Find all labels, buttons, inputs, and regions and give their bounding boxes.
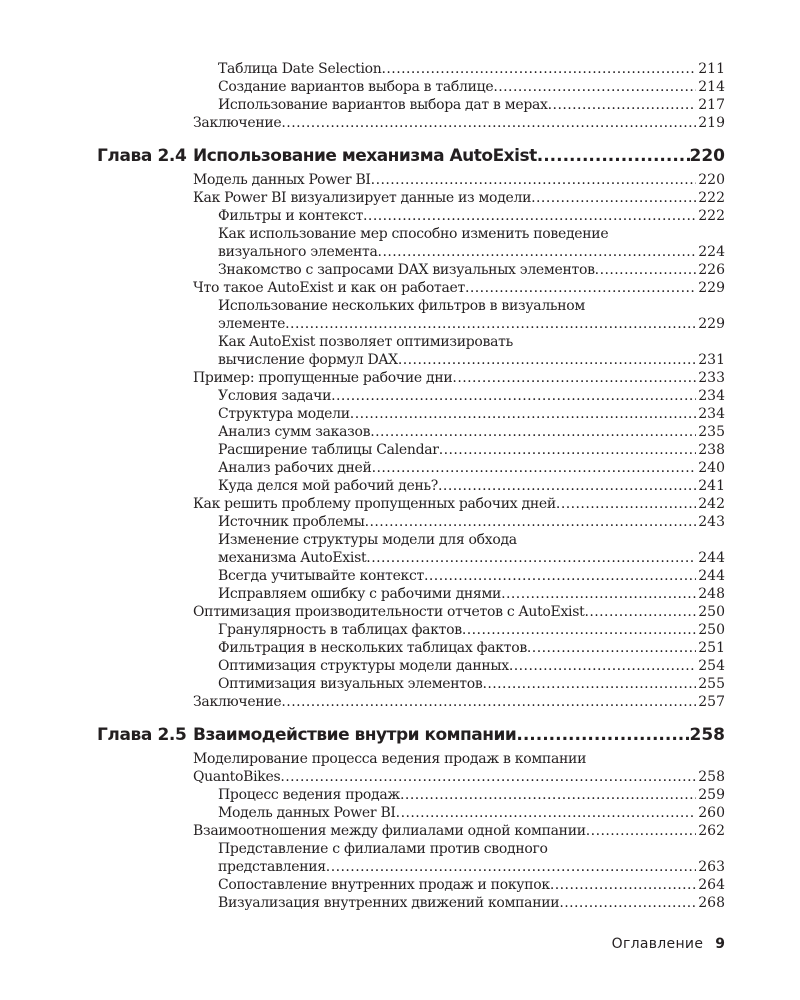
toc-entry[interactable] bbox=[0, 261, 800, 279]
leader-dots bbox=[462, 621, 696, 639]
toc-entry[interactable] bbox=[0, 786, 800, 804]
toc-entry-title-line1: Представление с филиалами против сводного bbox=[218, 841, 548, 857]
toc-entry[interactable] bbox=[0, 96, 800, 114]
toc-entry-title: Оптимизация структуры модели данных bbox=[218, 658, 509, 674]
toc-entry-title: Знакомство с запросами DAX визуальных элементов bbox=[218, 262, 595, 278]
leader-dots bbox=[516, 723, 689, 747]
toc-entry-page: 262 bbox=[698, 823, 725, 839]
toc-entry[interactable] bbox=[0, 657, 800, 675]
toc-entry-title: представления bbox=[218, 859, 326, 875]
toc-entry-title: Как решить проблему пропущенных рабочих дней bbox=[193, 496, 556, 512]
toc-entry[interactable] bbox=[0, 621, 800, 639]
toc-entry-title: Анализ рабочих дней bbox=[218, 460, 372, 476]
toc-entry-page: 224 bbox=[698, 244, 725, 260]
toc-entry[interactable] bbox=[0, 423, 800, 441]
chapter-page: 220 bbox=[689, 146, 725, 166]
toc-entry-title: Фильтры и контекст bbox=[218, 208, 364, 224]
leader-dots bbox=[556, 495, 696, 513]
toc-entry-title-line1: Как использование мер способно изменить поведение bbox=[218, 226, 609, 242]
chapter-number: Глава 2.5 bbox=[97, 725, 187, 745]
toc-entry-page: 242 bbox=[698, 496, 725, 512]
leader-dots bbox=[281, 114, 696, 132]
toc-entry-page: 251 bbox=[698, 640, 725, 656]
toc-entry-page: 254 bbox=[698, 658, 725, 674]
leader-dots bbox=[331, 387, 696, 405]
toc-entry-page: 229 bbox=[698, 316, 725, 332]
toc-entry-title: Сопоставление внутренних продаж и покупок bbox=[218, 877, 550, 893]
toc-entry-title: Куда делся мой рабочий день? bbox=[218, 478, 439, 494]
toc-entry-title: Использование вариантов выбора дат в мерах bbox=[218, 97, 548, 113]
leader-dots bbox=[559, 894, 696, 912]
toc-entry[interactable] bbox=[0, 585, 800, 603]
toc-entry-page: 231 bbox=[698, 352, 725, 368]
toc-entry-title: Что такое AutoExist и как он работает bbox=[193, 280, 465, 296]
leader-dots bbox=[501, 585, 696, 603]
toc-entry-title: QuantoBikes bbox=[193, 769, 281, 785]
leader-dots bbox=[382, 60, 697, 78]
toc-entry[interactable] bbox=[0, 549, 800, 567]
leader-dots bbox=[452, 369, 696, 387]
toc-entry-title: Всегда учитывайте контекст bbox=[218, 568, 424, 584]
toc-entry-page: 222 bbox=[698, 208, 725, 224]
toc-entry-line1[interactable] bbox=[0, 225, 800, 243]
toc-entry-page: 241 bbox=[698, 478, 725, 494]
toc-entry-page: 226 bbox=[698, 262, 725, 278]
leader-dots bbox=[537, 144, 690, 168]
leader-dots bbox=[285, 315, 696, 333]
toc-entry[interactable] bbox=[0, 495, 800, 513]
toc-entry-line1[interactable] bbox=[0, 531, 800, 549]
leader-dots bbox=[371, 171, 697, 189]
toc-entry-page: 260 bbox=[698, 805, 725, 821]
leader-dots bbox=[482, 675, 696, 693]
toc-entry-page: 250 bbox=[698, 622, 725, 638]
toc-entry[interactable] bbox=[0, 693, 800, 711]
toc-entry-title: Создание вариантов выбора в таблице bbox=[218, 79, 494, 95]
toc-entry[interactable] bbox=[0, 459, 800, 477]
leader-dots bbox=[509, 657, 696, 675]
toc-entry[interactable] bbox=[0, 279, 800, 297]
toc-entry-line1[interactable] bbox=[0, 333, 800, 351]
leader-dots bbox=[396, 804, 697, 822]
toc-entry-title: Процесс ведения продаж bbox=[218, 787, 401, 803]
toc-entry-page: 235 bbox=[698, 424, 725, 440]
toc-entry-page: 233 bbox=[698, 370, 725, 386]
page-footer bbox=[612, 936, 725, 952]
toc-entry-page: 244 bbox=[698, 550, 725, 566]
chapter-heading-2-4[interactable] bbox=[0, 144, 800, 168]
toc-entry-title: визуального элемента bbox=[218, 244, 378, 260]
toc-entry[interactable] bbox=[0, 894, 800, 912]
toc-entry[interactable] bbox=[0, 78, 800, 96]
toc-entry-title: Как Power BI визуализирует данные из модели bbox=[193, 190, 532, 206]
toc-entry-page: 219 bbox=[698, 115, 725, 131]
toc-entry-page: 229 bbox=[698, 280, 725, 296]
toc-entry-title: механизма AutoExist bbox=[218, 550, 367, 566]
toc-entry-title: Источник проблемы bbox=[218, 514, 365, 530]
toc-entry-title: Пример: пропущенные рабочие дни bbox=[193, 370, 453, 386]
toc-entry-page: 248 bbox=[698, 586, 725, 602]
leader-dots bbox=[424, 567, 696, 585]
toc-entry-page: 220 bbox=[698, 172, 725, 188]
toc-entry-page: 211 bbox=[698, 61, 725, 77]
toc-entry[interactable] bbox=[0, 513, 800, 531]
toc-entry-title: Оптимизация производительности отчетов с AutoExist bbox=[193, 604, 585, 620]
toc-entry-title: Визуализация внутренних движений компании bbox=[218, 895, 560, 911]
toc-entry-title: Заключение bbox=[193, 694, 282, 710]
toc-entry-title-line1: Моделирование процесса ведения продаж в компании bbox=[193, 751, 587, 767]
toc-entry-title: Структура модели bbox=[218, 406, 350, 422]
table-of-contents bbox=[0, 60, 800, 912]
toc-entry-page: 259 bbox=[698, 787, 725, 803]
toc-entry-title: Фильтрация в нескольких таблицах фактов bbox=[218, 640, 527, 656]
toc-entry-page: 250 bbox=[698, 604, 725, 620]
leader-dots bbox=[378, 243, 697, 261]
toc-entry-line1[interactable] bbox=[0, 297, 800, 315]
toc-entry-title: Расширение таблицы Calendar bbox=[218, 442, 439, 458]
leader-dots bbox=[439, 441, 697, 459]
leader-dots bbox=[370, 423, 696, 441]
leader-dots bbox=[548, 96, 697, 114]
toc-entry-page: 214 bbox=[698, 79, 725, 95]
chapter-title: Взаимодействие внутри компании bbox=[193, 725, 517, 745]
toc-entry-page: 222 bbox=[698, 190, 725, 206]
toc-entry-page: 238 bbox=[698, 442, 725, 458]
toc-entry[interactable] bbox=[0, 441, 800, 459]
toc-entry[interactable] bbox=[0, 207, 800, 225]
toc-entry[interactable] bbox=[0, 189, 800, 207]
toc-entry[interactable] bbox=[0, 858, 800, 876]
toc-entry[interactable] bbox=[0, 567, 800, 585]
toc-entry[interactable] bbox=[0, 804, 800, 822]
toc-entry[interactable] bbox=[0, 351, 800, 369]
toc-entry[interactable] bbox=[0, 603, 800, 621]
chapter-number: Глава 2.4 bbox=[97, 146, 187, 166]
toc-entry-title: Заключение bbox=[193, 115, 282, 131]
chapter-title: Использование механизма AutoExist bbox=[193, 146, 537, 166]
toc-entry-page: 257 bbox=[698, 694, 725, 710]
toc-entry-title-line1: Как AutoExist позволяет оптимизировать bbox=[218, 334, 513, 350]
leader-dots bbox=[281, 693, 696, 711]
toc-entry-title: элементе bbox=[218, 316, 286, 332]
leader-dots bbox=[398, 351, 696, 369]
leader-dots bbox=[400, 786, 696, 804]
toc-entry-title: Таблица Date Selection bbox=[218, 61, 382, 77]
toc-entry-title-line1: Изменение структуры модели для обхода bbox=[218, 532, 517, 548]
chapter-page: 258 bbox=[689, 725, 725, 745]
toc-entry-page: 263 bbox=[698, 859, 725, 875]
toc-entry[interactable] bbox=[0, 114, 800, 132]
toc-entry-page: 217 bbox=[698, 97, 725, 113]
toc-entry[interactable] bbox=[0, 477, 800, 495]
leader-dots bbox=[586, 822, 697, 840]
toc-entry-line1[interactable] bbox=[0, 750, 800, 768]
toc-entry[interactable] bbox=[0, 243, 800, 261]
leader-dots bbox=[438, 477, 696, 495]
toc-entry-title: Исправляем ошибку с рабочими днями bbox=[218, 586, 502, 602]
toc-entry[interactable] bbox=[0, 387, 800, 405]
toc-entry-title: Гранулярность в таблицах фактов bbox=[218, 622, 462, 638]
toc-entry[interactable] bbox=[0, 315, 800, 333]
leader-dots bbox=[365, 513, 697, 531]
toc-entry-title: Взаимоотношения между филиалами одной компании bbox=[193, 823, 586, 839]
leader-dots bbox=[366, 549, 696, 567]
toc-entry-title: Модель данных Power BI bbox=[218, 805, 396, 821]
toc-entry-title: Условия задачи bbox=[218, 388, 332, 404]
chapter-heading-2-5[interactable] bbox=[0, 723, 800, 747]
toc-entry[interactable] bbox=[0, 876, 800, 894]
leader-dots bbox=[280, 768, 696, 786]
toc-entry[interactable] bbox=[0, 369, 800, 387]
toc-entry-line1[interactable] bbox=[0, 840, 800, 858]
leader-dots bbox=[527, 639, 696, 657]
leader-dots bbox=[363, 207, 696, 225]
toc-entry[interactable] bbox=[0, 60, 800, 78]
leader-dots bbox=[595, 261, 697, 279]
page-number: 9 bbox=[715, 936, 725, 952]
toc-entry-page: 240 bbox=[698, 460, 725, 476]
toc-entry-page: 234 bbox=[698, 406, 725, 422]
toc-entry[interactable] bbox=[0, 768, 800, 786]
toc-entry[interactable] bbox=[0, 675, 800, 693]
toc-entry-title: Анализ сумм заказов bbox=[218, 424, 371, 440]
toc-entry[interactable] bbox=[0, 639, 800, 657]
leader-dots bbox=[372, 459, 697, 477]
running-header-label: Оглавление bbox=[611, 936, 704, 952]
toc-entry-page: 244 bbox=[698, 568, 725, 584]
toc-entry-page: 258 bbox=[698, 769, 725, 785]
toc-entry[interactable] bbox=[0, 405, 800, 423]
leader-dots bbox=[531, 189, 696, 207]
leader-dots bbox=[584, 603, 696, 621]
leader-dots bbox=[326, 858, 696, 876]
toc-entry-page: 234 bbox=[698, 388, 725, 404]
toc-entry-page: 255 bbox=[698, 676, 725, 692]
toc-entry-page: 268 bbox=[698, 895, 725, 911]
leader-dots bbox=[550, 876, 696, 894]
toc-entry[interactable] bbox=[0, 171, 800, 189]
toc-entry-page: 264 bbox=[698, 877, 725, 893]
leader-dots bbox=[493, 78, 696, 96]
toc-entry[interactable] bbox=[0, 822, 800, 840]
toc-entry-page: 243 bbox=[698, 514, 725, 530]
toc-entry-title: вычисление формул DAX bbox=[218, 352, 398, 368]
toc-entry-title: Оптимизация визуальных элементов bbox=[218, 676, 483, 692]
leader-dots bbox=[465, 279, 696, 297]
leader-dots bbox=[350, 405, 696, 423]
toc-entry-title: Модель данных Power BI bbox=[193, 172, 371, 188]
toc-entry-title-line1: Использование нескольких фильтров в визуальном bbox=[218, 298, 585, 314]
